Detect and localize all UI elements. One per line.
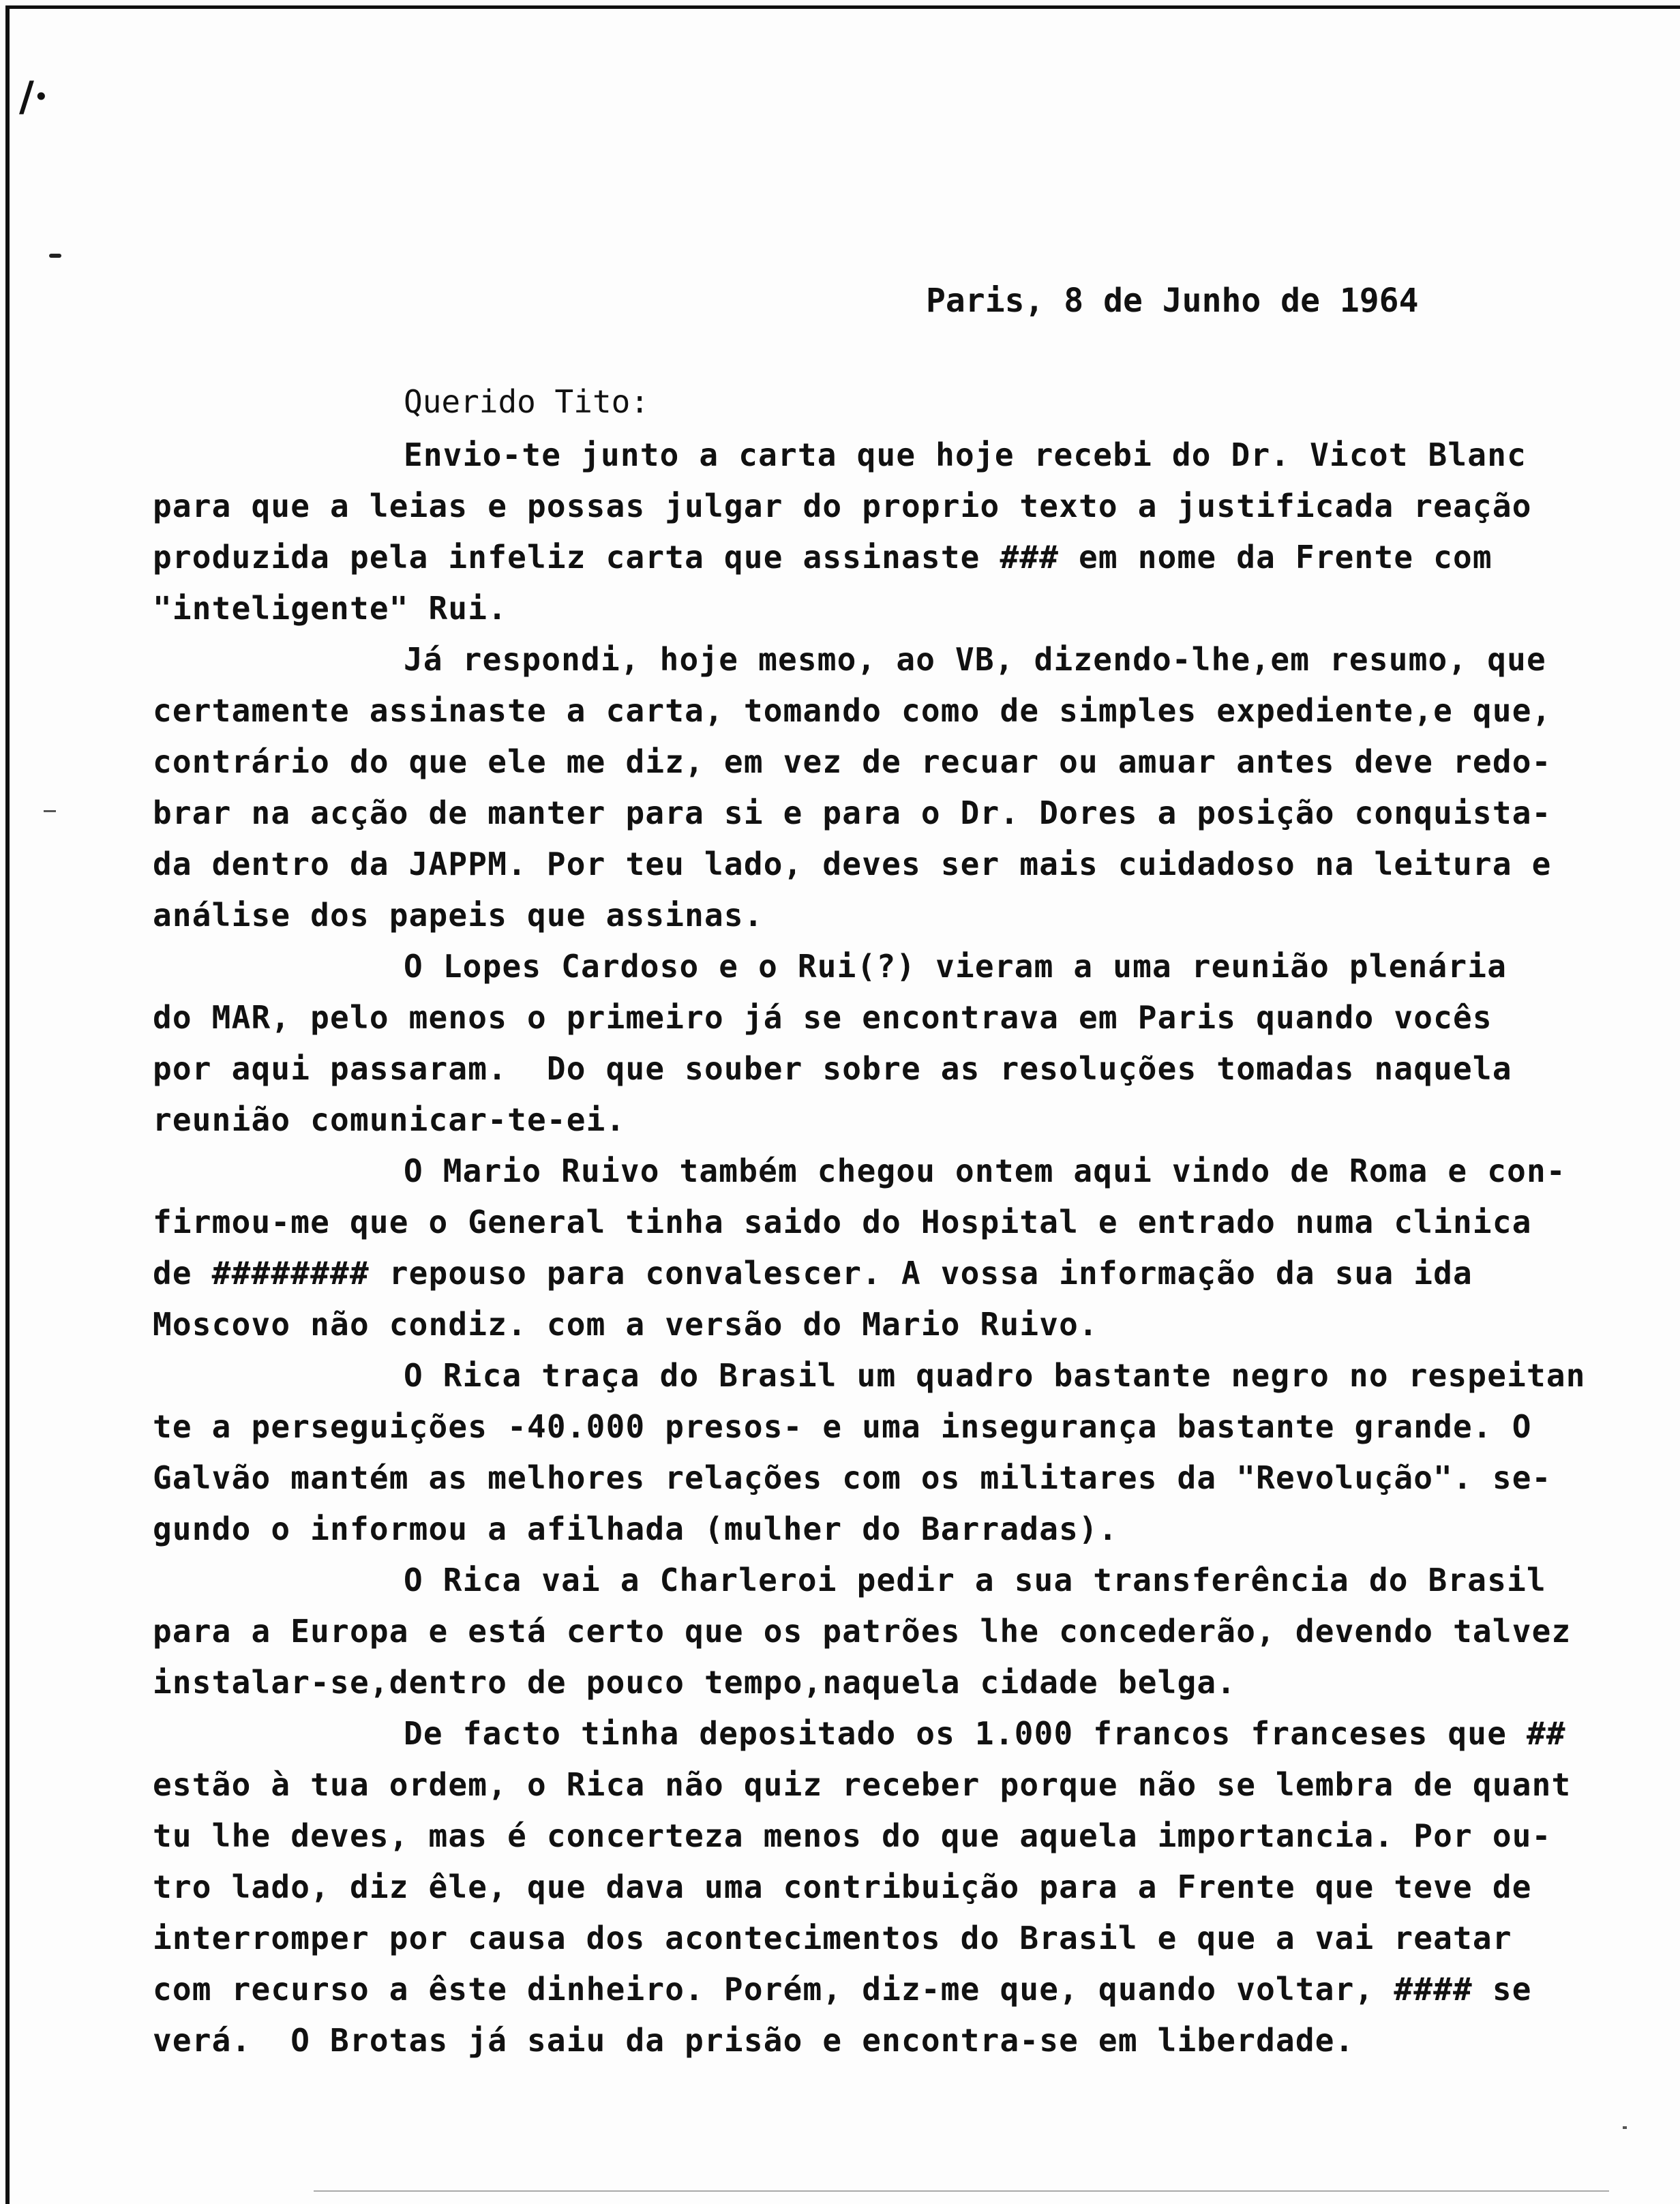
scan-border-bottom: [314, 2190, 1609, 2192]
letter-line: contrário do que ele me diz, em vez de recuar ou amuar antes deve redo-: [153, 743, 1552, 780]
letter-line: O Rica vai a Charleroi pedir a sua transferência do Brasil: [404, 1562, 1546, 1598]
letter-line: reunião comunicar-te-ei.: [153, 1101, 626, 1138]
letter-body: [153, 430, 1653, 2066]
letter-line: Já respondi, hoje mesmo, ao VB, dizendo-lhe,em resumo, que: [404, 641, 1546, 678]
letter-line: "inteligente" Rui.: [153, 590, 508, 627]
letter-date: Paris, 8 de Junho de 1964: [926, 282, 1419, 320]
letter-line: de ######## repouso para convalescer. A vossa informação da sua ida: [153, 1255, 1473, 1292]
letter-line: Envio-te junto a carta que hoje recebi do Dr. Vicot Blanc: [404, 436, 1527, 473]
scan-border-top: [5, 5, 1680, 9]
letter-line: O Rica traça do Brasil um quadro bastante negro no respeitan: [404, 1357, 1586, 1394]
letter-line: tu lhe deves, mas é concerteza menos do que aquela importancia. Por ou-: [153, 1817, 1552, 1854]
letter-line: O Mario Ruivo também chegou ontem aqui vindo de Roma e con-: [404, 1152, 1566, 1189]
letter-line: para a Europa e está certo que os patrões lhe concederão, devendo talvez: [153, 1613, 1572, 1650]
letter-line: te a perseguições -40.000 presos- e uma insegurança bastante grande. O: [153, 1408, 1532, 1445]
letter-line: Moscovo não condiz. com a versão do Mario Ruivo.: [153, 1306, 1098, 1343]
letter-line: O Lopes Cardoso e o Rui(?) vieram a uma reunião plenária: [404, 948, 1508, 985]
margin-mark: [49, 254, 61, 258]
letter-salutation: Querido Tito:: [404, 383, 650, 420]
scan-border-left: [5, 5, 10, 2204]
letter-line: verá. O Brotas já saiu da prisão e encontra-se em liberdade.: [153, 2022, 1355, 2059]
letter-line: brar na acção de manter para si e para o Dr. Dores a posição conquista-: [153, 794, 1552, 831]
letter-line: estão à tua ordem, o Rica não quiz receber porque não se lembra de quant: [153, 1766, 1572, 1803]
letter-line: interromper por causa dos acontecimentos do Brasil e que a vai reatar: [153, 1920, 1512, 1956]
letter-line: Galvão mantém as melhores relações com os militares da "Revolução". se-: [153, 1459, 1552, 1496]
letter-line: análise dos papeis que assinas.: [153, 897, 764, 934]
letter-line: gundo o informou a afilhada (mulher do Barradas).: [153, 1510, 1118, 1547]
margin-mark: [1623, 2126, 1627, 2129]
letter-line: De facto tinha depositado os 1.000 francos franceses que ##: [404, 1715, 1566, 1752]
letter-line: para que a leias e possas julgar do proprio texto a justificada reação: [153, 488, 1532, 524]
letter-line: com recurso a êste dinheiro. Porém, diz-me que, quando voltar, #### se: [153, 1971, 1532, 2008]
letter-line: produzida pela infeliz carta que assinaste ### em nome da Frente com: [153, 539, 1492, 576]
letter-line: da dentro da JAPPM. Por teu lado, deves ser mais cuidadoso na leitura e: [153, 846, 1552, 882]
letter-line: instalar-se,dentro de pouco tempo,naquela cidade belga.: [153, 1664, 1237, 1701]
letter-line: por aqui passaram. Do que souber sobre as resoluções tomadas naquela: [153, 1050, 1512, 1087]
letter-line: firmou-me que o General tinha saido do Hospital e entrado numa clinica: [153, 1204, 1532, 1240]
letter-line: tro lado, diz êle, que dava uma contribuição para a Frente que teve de: [153, 1868, 1532, 1905]
corner-handwritten-mark: /·: [19, 73, 48, 121]
letter-line: do MAR, pelo menos o primeiro já se encontrava em Paris quando vocês: [153, 999, 1492, 1036]
margin-mark: [44, 810, 56, 812]
letter-line: certamente assinaste a carta, tomando como de simples expediente,e que,: [153, 692, 1552, 729]
